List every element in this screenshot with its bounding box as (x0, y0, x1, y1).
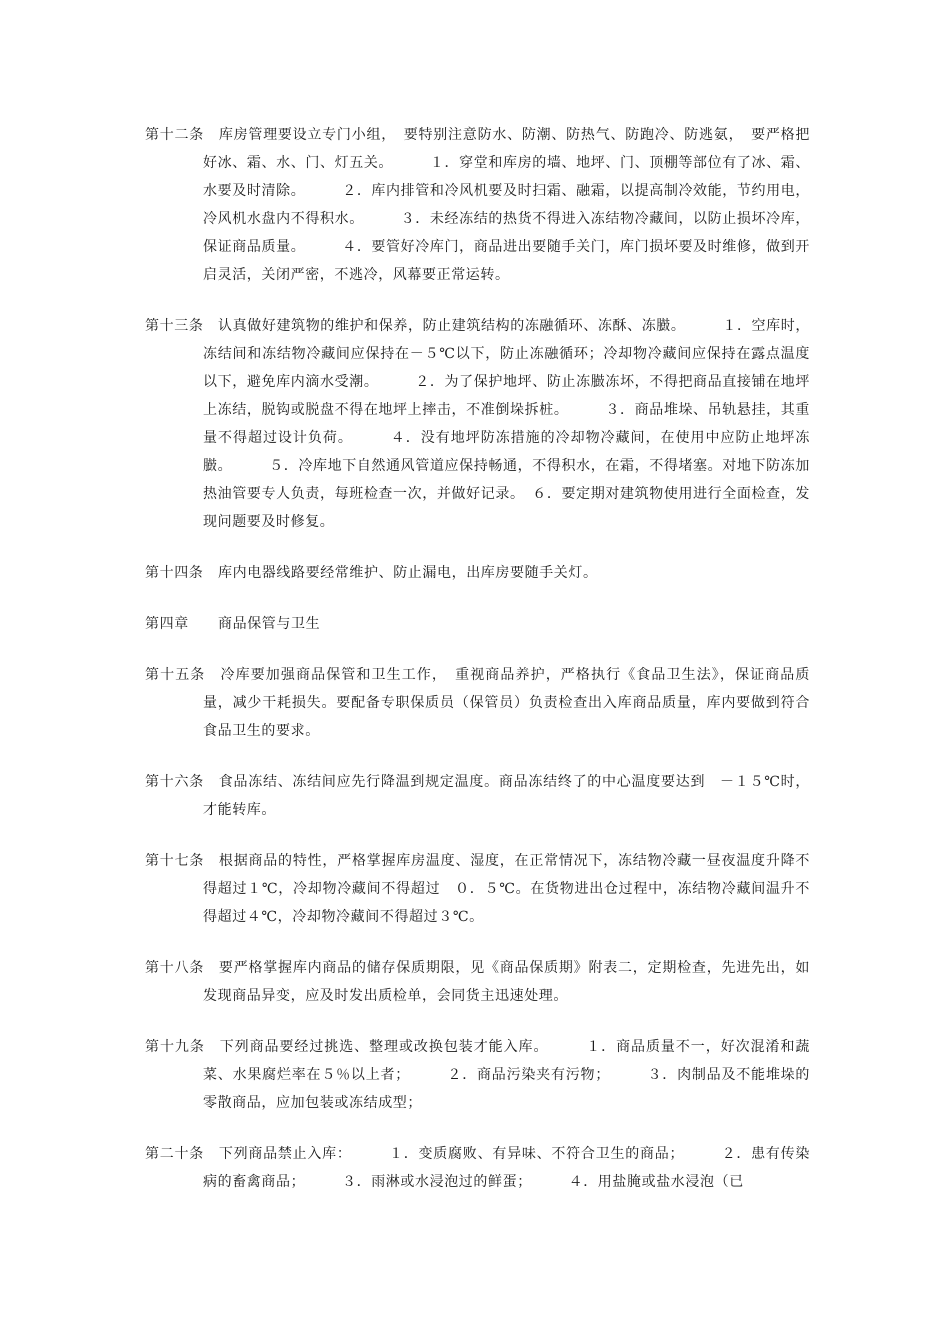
article-19: 第十九条 下列商品要经过挑选、整理或改换包装才能入库。 １．商品质量不一，好次混淆和蔬菜、水果腐烂率在５％以上者； ２．商品污染夹有污物； ３．肉制品及不能堆垛的零散商品，应加包装或冻结成型； (145, 1039, 810, 1111)
article-18: 第十八条 要严格掌握库内商品的储存保质期限，见《商品保质期》附表二，定期检查，先进先出，如发现商品异变，应及时发出质检单，会同货主迅速处理。 (145, 960, 810, 1004)
article-13: 第十三条 认真做好建筑物的维护和保养，防止建筑结构的冻融循环、冻酥、冻臌。 １．空库时，冻结间和冻结物冷藏间应保持在－５℃以下，防止冻融循环；冷却物冷藏间应保持在露点温度以下，避免库内滴水受潮。 ２．为了保护地坪、防止冻臌冻坏，不得把商品直接铺在地坪上冻结，脱钩或脱盘不得在地坪上摔击，不准倒垛拆桩。 ３．商品堆垛、吊轨悬挂，其重量不得超过设计负荷。 ４．没有地坪防冻措施的冷却物冷藏间，在使用中应防止地坪冻臌。 ５．冷库地下自然通风管道应保持畅通，不得积水，在霜，不得堵塞。对地下防冻加热油管要专人负责，每班检查一次，并做好记录。 ６．要定期对建筑物使用进行全面检查，发现问题要及时修复。 (145, 318, 810, 530)
document-body (145, 121, 810, 1219)
article-12: 第十二条 库房管理要设立专门小组， 要特别注意防水、防潮、防热气、防跑冷、防逃氨， 要严格把好冰、霜、水、门、灯五关。 １．穿堂和库房的墙、地坪、门、顶棚等部位有了冰、霜、水要及时清除。 ２．库内排管和冷风机要及时扫霜、融霜，以提高制冷效能，节约用电，冷风机水盘内不得积水。 ３．未经冻结的热货不得进入冻结物冷藏间，以防止损坏冷库，保证商品质量。 ４．要管好冷库门，商品进出要随手关门，库门损坏要及时维修，做到开启灵活，关闭严密，不逃冷，风幕要正常运转。 (145, 127, 810, 283)
chapter-heading: 第四章 商品保管与卫生 (145, 616, 321, 632)
article-16: 第十六条 食品冻结、冻结间应先行降温到规定温度。商品冻结终了的中心温度要达到 －１５℃时，才能转库。 (145, 774, 810, 818)
article-17: 第十七条 根据商品的特性，严格掌握库房温度、湿度，在正常情况下，冻结物冷藏一昼夜温度升降不得超过１℃，冷却物冷藏间不得超过 ０．５℃。在货物进出仓过程中，冻结物冷藏间温升不得超过４℃，冷却物冷藏间不得超过３℃。 (145, 853, 810, 925)
article-20: 第二十条 下列商品禁止入库： １．变质腐败、有异味、不符合卫生的商品； ２．患有传染病的畜禽商品； ３．雨淋或水浸泡过的鲜蛋； ４．用盐腌或盐水浸泡（已 (145, 1146, 810, 1190)
article-15: 第十五条 冷库要加强商品保管和卫生工作， 重视商品养护，严格执行《食品卫生法》，保证商品质量，减少干耗损失。要配备专职保质员（保管员）负责检查出入库商品质量，库内要做到符合食品卫生的要求。 (145, 667, 810, 739)
article-14: 第十四条 库内电器线路要经常维护、防止漏电，出库房要随手关灯。 (145, 565, 598, 581)
